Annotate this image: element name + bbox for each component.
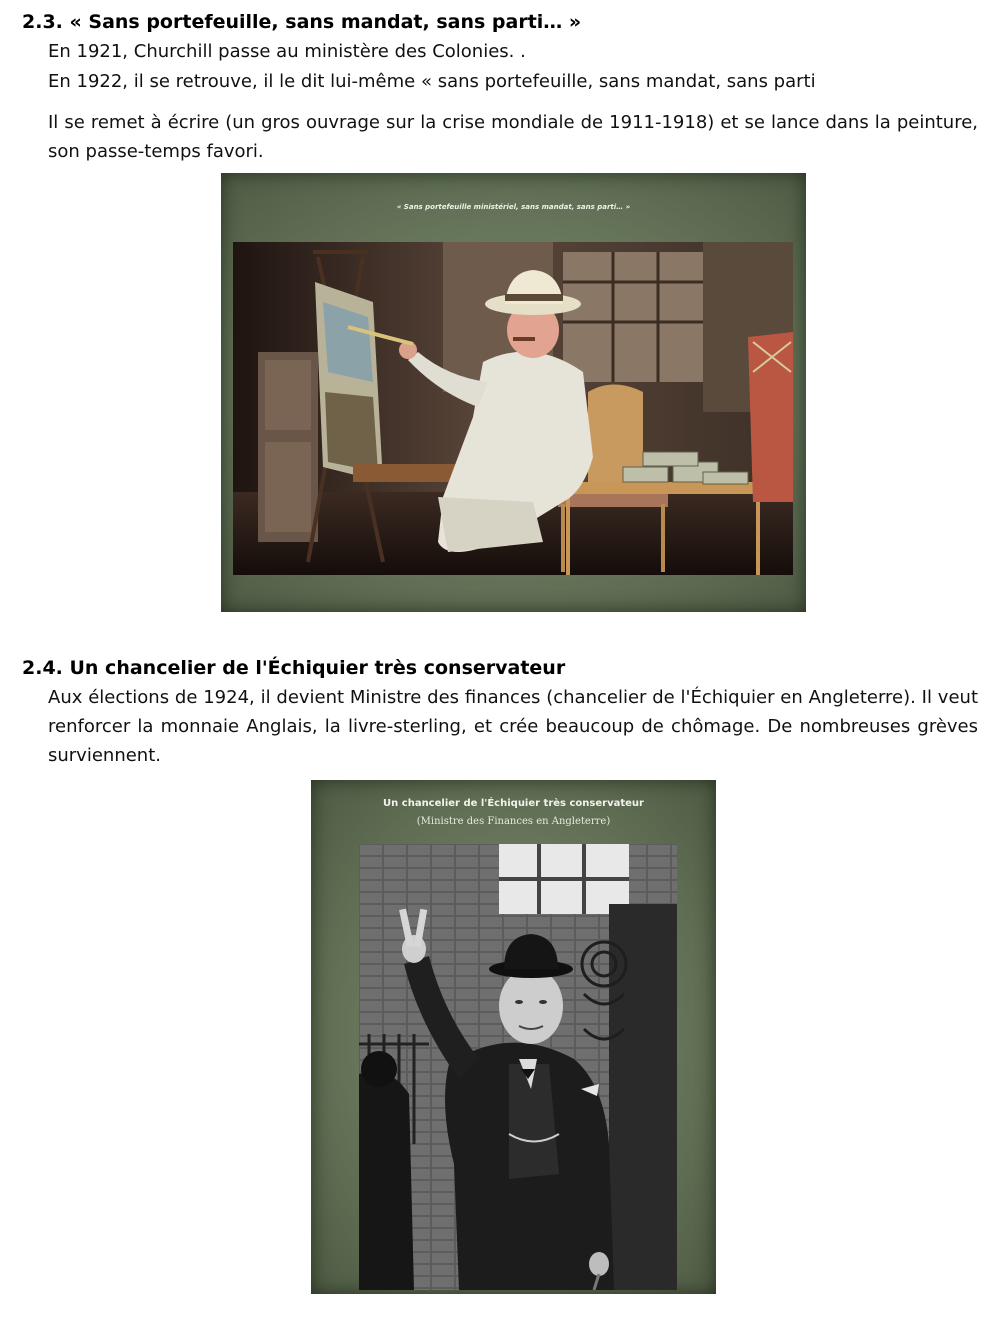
slide-painting <box>221 173 806 612</box>
slide-chancellor <box>311 780 716 1294</box>
section-2-3-paragraph: Il se remet à écrire (un gros ouvrage sur la crise mondiale de 1911-1918) et se lance dans la peinture, son passe-temps favori. <box>48 112 978 162</box>
section-2-3-line-1921: En 1921, Churchill passe au ministère des Colonies. . <box>48 41 526 62</box>
section-2-4-heading: 2.4. Un chancelier de l'Échiquier très conservateur <box>22 657 566 679</box>
section-2-4-paragraph: Aux élections de 1924, il devient Ministre des finances (chancelier de l'Échiquier en Angleterre). Il veut renforcer la monnaie Anglais, la livre-sterling, et crée beaucoup de chômage. De nombreuses grèves surviennent. <box>48 687 978 766</box>
v-sign-churchill-photo <box>359 844 677 1290</box>
slide-painting-caption: « Sans portefeuille ministériel, sans mandat, sans parti… » <box>396 203 631 211</box>
section-2-3-line-1922: En 1922, il se retrouve, il le dit lui-même « sans portefeuille, sans mandat, sans parti <box>48 71 816 92</box>
slide-chancellor-title: Un chancelier de l'Échiquier très conservateur <box>383 798 644 809</box>
section-2-3-heading: 2.3. « Sans portefeuille, sans mandat, sans parti… » <box>22 11 582 33</box>
slide-chancellor-subtitle: (Ministre des Finances en Angleterre) <box>416 816 611 827</box>
painting-churchill-photo <box>233 242 793 575</box>
